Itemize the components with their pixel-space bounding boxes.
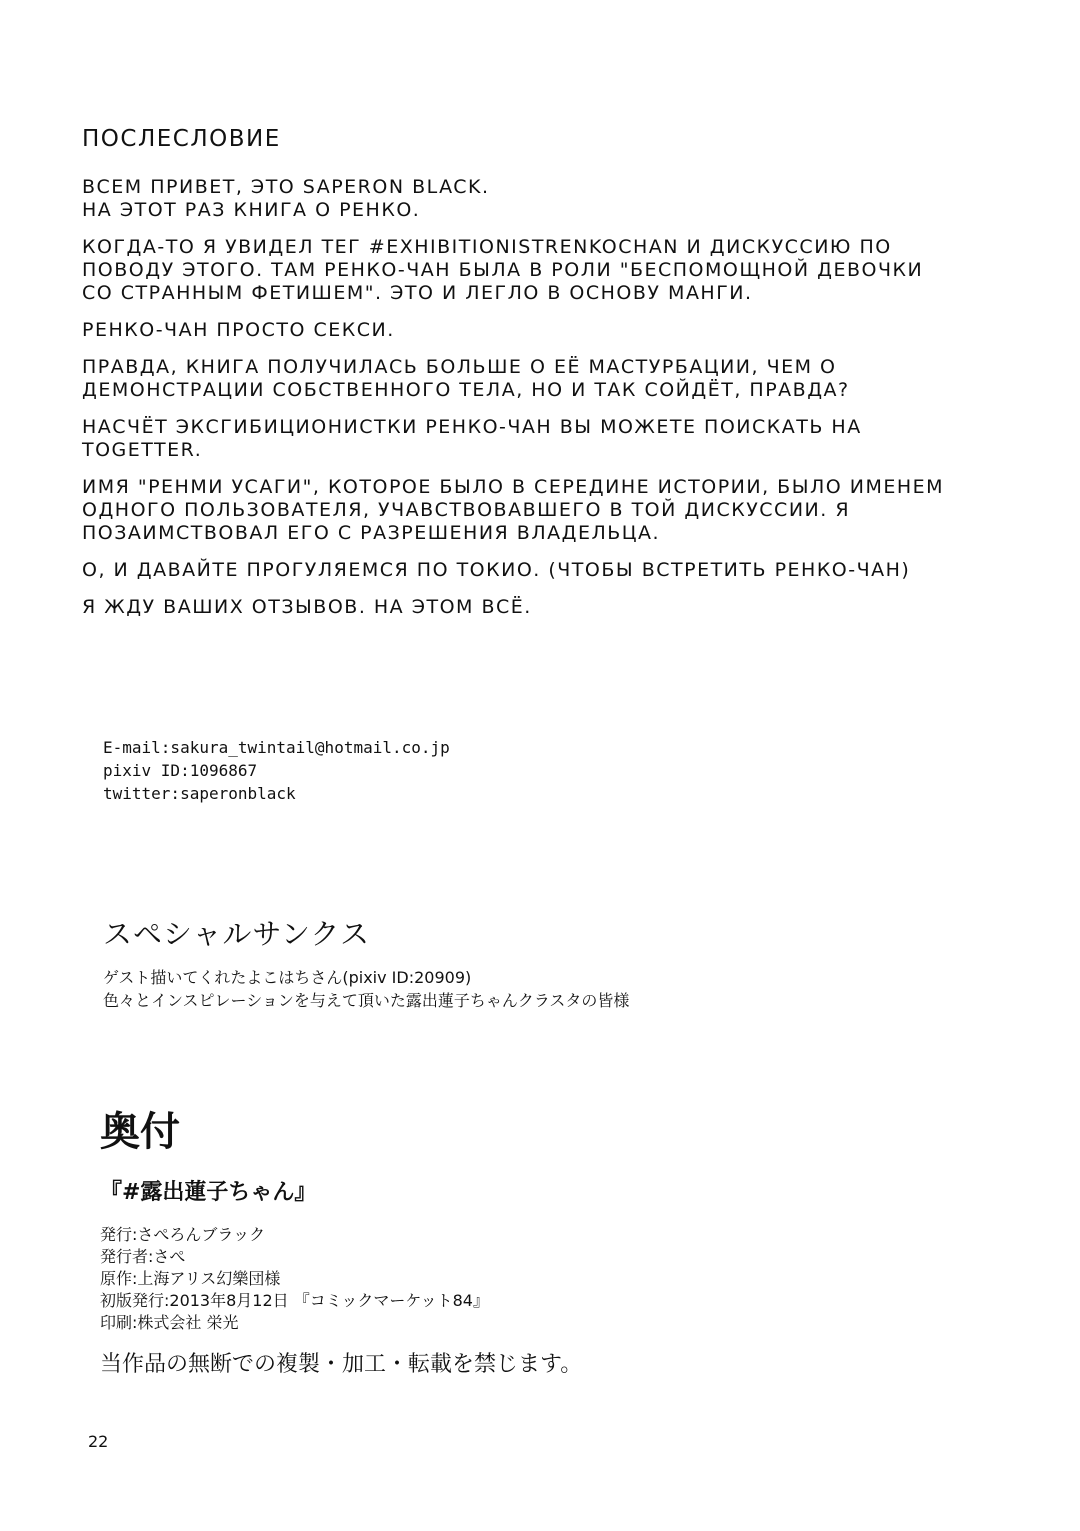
copyright-notice: 当作品の無断での複製・加工・転載を禁じます。 [100,1352,583,1377]
afterword-paragraph: ПРАВДА, КНИГА ПОЛУЧИЛАСЬ БОЛЬШЕ О ЕЁ МАСТУРБАЦИИ, ЧЕМ О ДЕМОНСТРАЦИИ СОБСТВЕННОГО ТЕЛА, НО И ТАК СОЙДЁТ, ПРАВДА? [82,356,850,401]
work-title: 『#露出蓮子ちゃん』 [100,1180,317,1205]
contact-twitter: twitter:saperonblack [103,784,296,803]
afterword-paragraph: ИМЯ "РЕНМИ УСАГИ", КОТОРОЕ БЫЛО В СЕРЕДИНЕ ИСТОРИИ, БЫЛО ИМЕНЕМ ОДНОГО ПОЛЬЗОВАТЕЛЯ, УЧАВСТВОВАВШЕГО В ТОЙ ДИСКУССИИ. Я ПОЗАИМСТВОВАЛ ЕГО С РАЗРЕШЕНИЯ ВЛАДЕЛЬЦА. [82,476,945,544]
afterword-paragraph: НАСЧЁТ ЭКСГИБИЦИОНИСТКИ РЕНКО-ЧАН ВЫ МОЖЕТЕ ПОИСКАТЬ НА TOGETTER. [82,416,862,461]
colophon-title: 奥付 [100,1109,180,1155]
issuer-line: 発行者:さぺ [100,1247,186,1266]
publisher-line: 発行:さぺろんブラック [100,1225,266,1244]
contact-pixiv: pixiv ID:1096867 [103,761,258,780]
original-work-line: 原作:上海アリス幻樂団様 [100,1269,281,1288]
printer-line: 印刷:株式会社 栄光 [100,1313,239,1332]
afterword-paragraph: КОГДА-ТО Я УВИДЕЛ ТЕГ #EXHIBITIONISTRENKOCHAN И ДИСКУССИЮ ПО ПОВОДУ ЭТОГО. ТАМ РЕНКО-ЧАН БЫЛА В РОЛИ "БЕСПОМОЩНОЙ ДЕВОЧКИ СО СТРАННЫМ ФЕТИШЕМ". ЭТО И ЛЕГЛО В ОСНОВУ МАНГИ. [82,236,924,304]
contact-info [103,736,450,805]
afterword-title: ПОСЛЕСЛОВИЕ [82,126,281,152]
special-thanks-line: 色々とインスピレーションを与えて頂いた露出蓮子ちゃんクラスタの皆様 [103,991,630,1010]
afterword-paragraph: Я ЖДУ ВАШИХ ОТЗЫВОВ. НА ЭТОМ ВСЁ. [82,596,532,618]
special-thanks-section [103,914,1003,1012]
page-number: 22 [88,1432,109,1451]
afterword-paragraph: ВСЕМ ПРИВЕТ, ЭТО SAPERON BLACK. НА ЭТОТ РАЗ КНИГА О РЕНКО. [82,176,490,221]
special-thanks-title: スペシャルサンクス [103,917,371,951]
colophon-section [100,1106,1000,1380]
contact-email: E-mail:sakura_twintail@hotmail.co.jp [103,738,450,757]
afterword-section [82,124,1012,633]
afterword-paragraph: РЕНКО-ЧАН ПРОСТО СЕКСИ. [82,319,395,341]
afterword-paragraph: О, И ДАВАЙТЕ ПРОГУЛЯЕМСЯ ПО ТОКИО. (ЧТОБЫ ВСТРЕТИТЬ РЕНКО-ЧАН) [82,559,911,581]
special-thanks-line: ゲスト描いてくれたよこはちさん(pixiv ID:20909) [103,968,472,987]
first-edition-line: 初版発行:2013年8月12日 『コミックマーケット84』 [100,1291,489,1310]
